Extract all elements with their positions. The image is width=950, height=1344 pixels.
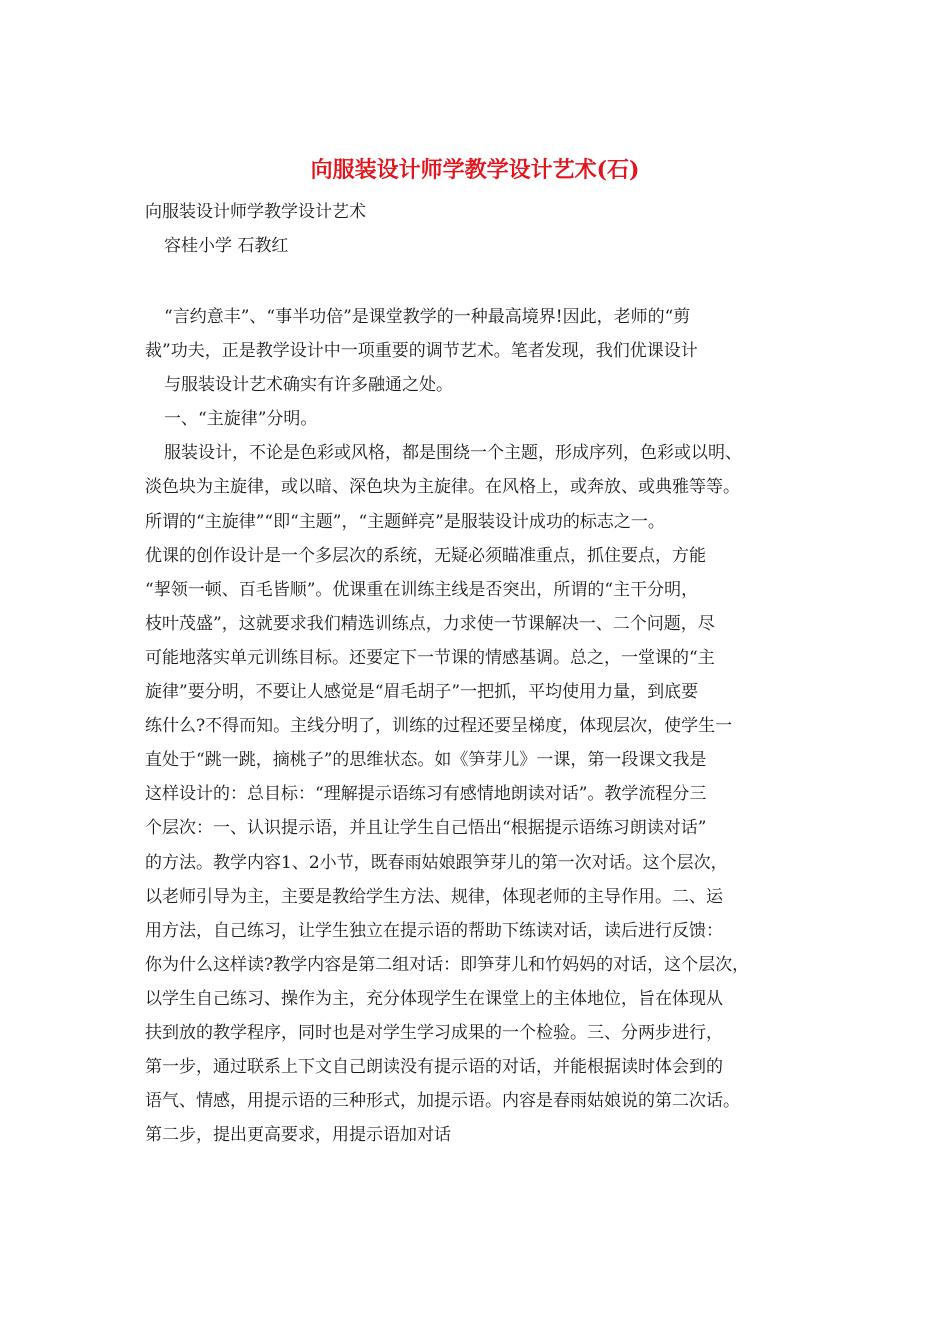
- document-subtitle: 向服装设计师学教学设计艺术: [145, 202, 366, 222]
- text-line: 可能地落实单元训练目标。还要定下一节课的情感基调。总之，一堂课的“主: [145, 647, 715, 668]
- text-line: 直处于“跳一跳，摘桃子”的思维状态。如《笋芽儿》一课，第一段课文我是: [145, 750, 707, 771]
- text-line: 个层次：一、认识提示语，并且让学生自己悟出“根据提示语练习朗读对话”: [145, 818, 707, 839]
- text-line: 以老师引导为主，主要是教给学生方法、规律，体现老师的主导作用。二、运: [145, 886, 723, 907]
- text-line: 淡色块为主旋律，或以暗、深色块为主旋律。在风格上，或奔放、或典雅等等。: [145, 477, 740, 498]
- document-author: 容桂小学 石教红: [164, 236, 289, 256]
- text-line: 练什么?不得而知。主线分明了，训练的过程还要呈梯度，体现层次，使学生一: [145, 716, 733, 737]
- text-line: 第一步，通过联系上下文自己朗读没有提示语的对话，并能根据读时体会到的: [145, 1057, 723, 1078]
- text-line: 扶到放的教学程序，同时也是对学生学习成果的一个检验。三、分两步进行，: [145, 1022, 723, 1043]
- text-line: 以学生自己练习、操作为主，充分体现学生在课堂上的主体地位，旨在体现从: [145, 988, 723, 1009]
- text-line: “言约意丰”、“事半功倍”是课堂教学的一种最高境界!因此，老师的“剪: [164, 307, 691, 327]
- text-line: 语气、情感，用提示语的三种形式，加提示语。内容是春雨姑娘说的第二次话。: [145, 1091, 740, 1112]
- page-title: 向服装设计师学教学设计艺术(石): [310, 157, 640, 183]
- text-line: 与服装设计艺术确实有许多融通之处。: [164, 375, 453, 396]
- text-line: 服装设计，不论是色彩或风格，都是围绕一个主题，形成序列，色彩或以明、: [164, 443, 742, 464]
- text-line: 一、“主旋律”分明。: [164, 409, 318, 430]
- text-line: 你为什么这样读?教学内容是第二组对话：即笋芽儿和竹妈妈的对话，这个层次，: [145, 954, 750, 975]
- text-line: 裁”功夫，正是教学设计中一项重要的调节艺术。笔者发现，我们优课设计: [145, 341, 698, 362]
- text-line: 用方法，自己练习，让学生独立在提示语的帮助下练读对话，读后进行反馈：: [145, 920, 723, 941]
- text-line: 的方法。教学内容1、2小节，既春雨姑娘跟笋芽儿的第一次对话。这个层次，: [145, 852, 728, 873]
- text-line: 这样设计的：总目标：“理解提示语练习有感情地朗读对话”。教学流程分三: [145, 784, 707, 805]
- document-body: [145, 300, 825, 1152]
- text-line: 优课的创作设计是一个多层次的系统，无疑必须瞄准重点，抓住要点，方能: [145, 545, 706, 566]
- text-line: 旋律”要分明，不要让人感觉是“眉毛胡子”一把抓，平均使用力量，到底要: [145, 682, 699, 703]
- text-line: 所谓的“主旋律”“即“主题”，“主题鲜亮”是服装设计成功的标志之一。: [145, 511, 665, 532]
- text-line: 枝叶茂盛”，这就要求我们精选训练点，力求使一节课解决一、二个问题，尽: [145, 613, 715, 634]
- text-line: “挈领一顿、百毛皆顺”。优课重在训练主线是否突出，所谓的“主干分明，: [145, 579, 699, 600]
- text-line: 第二步，提出更高要求，用提示语加对话: [145, 1125, 451, 1146]
